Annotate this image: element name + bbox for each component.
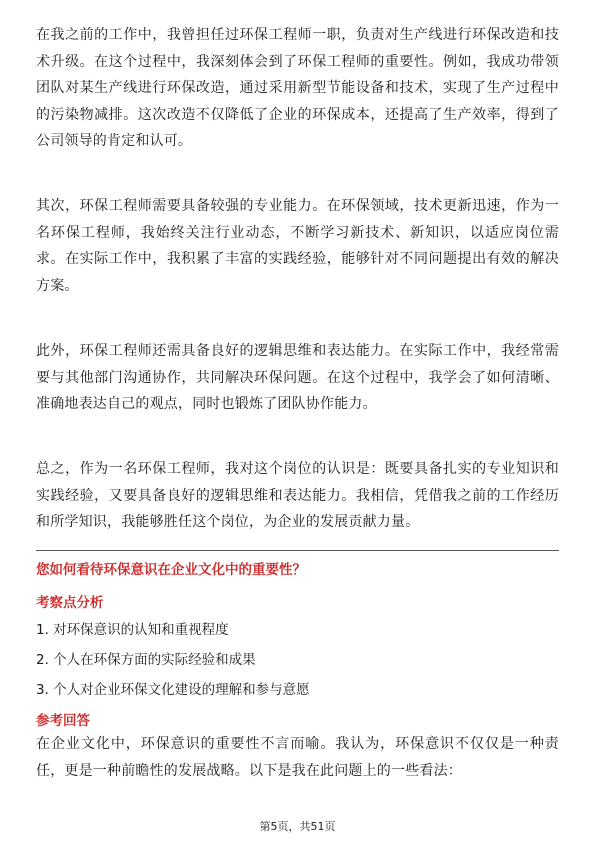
page-number-footer: 第5页，共51页: [259, 820, 336, 833]
analysis-label: 考察点分析: [36, 595, 104, 611]
question-heading: 您如何看待环保意识在企业文化中的重要性？: [36, 562, 306, 578]
analysis-item-1: 1. 对环保意识的认知和重视程度: [36, 622, 229, 638]
answer-paragraph: 在企业文化中，环保意识的重要性不言而喻。我认为，环保意识不仅仅是一种责任，更是一种前瞻性的发展战略。以下是我在此问题上的一些看法：: [36, 736, 559, 779]
analysis-item-3: 3. 个人对企业环保文化建设的理解和参与意愿: [36, 682, 310, 698]
analysis-item-2: 2. 个人在环保方面的实际经验和成果: [36, 652, 256, 668]
answer-label: 参考回答: [36, 713, 90, 729]
section-divider: [36, 550, 559, 551]
body-paragraph-1: 在我之前的工作中，我曾担任过环保工程师一职，负责对生产线进行环保改造和技术升级。在这个过程中，我深刻体会到了环保工程师的重要性。例如，我成功带领团队对某生产线进行环保改造，通过采用新型节能设备和技术，实现了生产过程中的污染物减排。这次改造不仅降低了企业的环保成本，还提高了生产效率，得到了公司领导的肯定和认可。: [36, 27, 559, 149]
body-paragraph-2: 其次，环保工程师需要具备较强的专业能力。在环保领域，技术更新迅速，作为一名环保工程师，我始终关注行业动态，不断学习新技术、新知识，以适应岗位需求。在实际工作中，我积累了丰富的实践经验，能够针对不同问题提出有效的解决方案。: [36, 198, 559, 294]
body-paragraph-3: 此外，环保工程师还需具备良好的逻辑思维和表达能力。在实际工作中，我经常需要与其他部门沟通协作，共同解决环保问题。在这个过程中，我学会了如何清晰、准确地表达自己的观点，同时也锻炼了团队协作能力。: [36, 343, 559, 412]
body-paragraph-4: 总之，作为一名环保工程师，我对这个岗位的认识是：既要具备扎实的专业知识和实践经验，又要具备良好的逻辑思维和表达能力。我相信，凭借我之前的工作经历和所学知识，我能够胜任这个岗位，为企业的发展贡献力量。: [36, 461, 559, 530]
